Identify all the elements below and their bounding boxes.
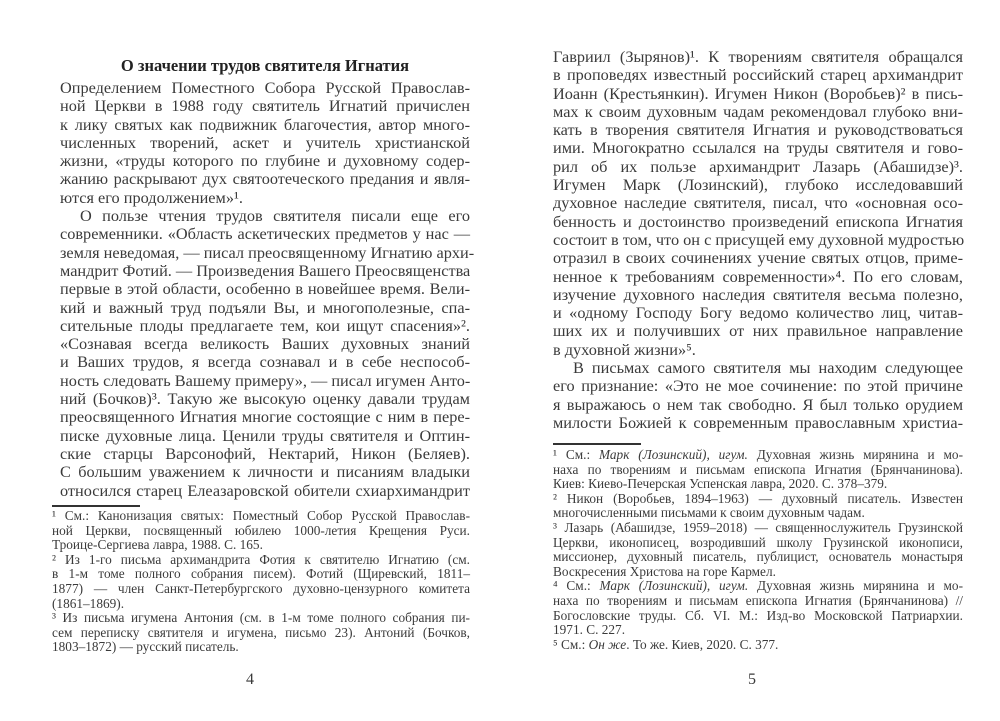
text-line: сительные плоды предлагаете тем, кои ищут спасения»².	[60, 315, 470, 335]
footnote-line: ¹ См.: Канонизация святых: Поместный Собор Русской Православ-	[52, 508, 470, 523]
text-line: ших их и получивших от них правильное направление	[553, 321, 963, 341]
text-line: ими. Многократно ссылался на труды святителя и гово-	[553, 138, 963, 158]
text-line: Гавриил (Зырянов)¹. К творениям святителя обращался	[553, 47, 963, 66]
text-line: О пользе чтения трудов святителя писали еще его	[80, 206, 470, 226]
text-line: писке духовные лица. Ценили труды святителя и Оптин-	[60, 425, 470, 445]
footnote-line: ³ Лазарь (Абашидзе, 1959–2018) — священнослужитель Грузинской	[553, 519, 963, 535]
text-line: кать в творения святителя Игнатия и руководствоваться	[553, 120, 963, 140]
page-number: 5	[748, 671, 756, 688]
text-line: Иоанн (Крестьянкин). Игумен Никон (Воробьев)² в пись-	[553, 83, 963, 103]
text-line: кий и важный труд подъяли Вы, и многополезные, спа-	[60, 297, 470, 317]
text-line: ний (Бочков)³. Такую же высокую оценку давали трудам	[60, 389, 470, 409]
text-line: его признание: «Это не мое сочинение: по этой причине	[553, 376, 963, 396]
footnote-line: ² Никон (Воробьев, 1894–1963) — духовный писатель. Известен	[553, 490, 963, 506]
text-line: в духовной жизни»⁵.	[553, 339, 696, 359]
text-line: Игумен Марк (Лозинский), глубоко исследовавший	[553, 175, 963, 195]
text-line: жанию раскрывают дух святоотеческого предания и явля-	[60, 169, 470, 189]
footnote-line: ной Церкви, посвященный юбилею 1000-летия Крещения Руси.	[52, 522, 470, 538]
footnote-line: многочисленными письмами к своим духовным чадам.	[553, 505, 865, 521]
text-line: рил об их пользе архимандрит Лазарь (Абашидзе)³.	[553, 156, 963, 176]
text-line: и «одному Господу Богу ведомо количество лиц, читав-	[553, 303, 963, 323]
text-segment: Духовная жизнь мирянина и мо-	[747, 447, 963, 462]
italic-text: Он же	[588, 636, 627, 652]
text-segment: . То же. Киев, 2020. С. 377.	[626, 636, 779, 652]
footnote-line: Троице-Сергиева лавра, 1988. С. 165.	[52, 537, 263, 553]
text-line: бенность и достоинство произведений епископа Игнатия	[553, 211, 963, 231]
footnote-line: (1861–1869).	[52, 595, 125, 611]
text-line: изучение духовного наследия святителя весьма полезно,	[553, 284, 963, 304]
footnote-line	[553, 638, 963, 653]
footnote-divider	[52, 505, 140, 507]
body-text	[553, 48, 963, 432]
footnote-line: наха по творениям и письмам епископа Игнатия (Брянчанинова).	[553, 461, 963, 477]
page-number: 4	[246, 671, 254, 688]
italic-text: Марк (Лозинский), игум.	[599, 578, 749, 594]
footnote-line: сем переписку святителя и игумена, письмо 23). Антоний (Бочков,	[52, 624, 470, 640]
text-segment: ⁴ См.:	[553, 578, 600, 594]
footnote-line: наха по творениям и письмам епископа Игнатия (Брянчанинова) //	[553, 592, 963, 608]
footnote-line: Воскресения Христова на горе Кармел.	[553, 563, 776, 579]
footnote-line: 1877) — член Санкт-Петербургского духовно-цензурного комитета	[52, 580, 470, 596]
chapter-title: О значении трудов святителя Игнатия	[120, 56, 410, 75]
footnote-line: Церкви, иконописец, возродивший школу Грузинской иконописи,	[553, 534, 963, 550]
footnote-line: Богословские труды. Сб. VI. М.: Изд-во Московской Патриархии.	[553, 607, 963, 623]
text-line: я выражаюсь о нем так свободно. Я был только орудием	[553, 394, 963, 414]
footnote-line: миссионер, духовный писатель, публицист, основатель монастыря	[553, 549, 963, 565]
text-line: В письмах самого святителя мы находим следующее	[573, 358, 963, 378]
text-line: отразил в своих сочинениях учение святых отцов, приме-	[553, 248, 963, 268]
text-segment: Духовная жизнь мирянина и мо-	[748, 578, 964, 594]
text-line: С большим уважением к личности и писаниям владыки	[60, 462, 470, 482]
text-line: к лику святых как подвижник благочестия, автор много-	[60, 114, 470, 134]
text-line: земля неведомая, — писал преосвященному Игнатию архи-	[60, 242, 475, 262]
body-text	[60, 78, 475, 500]
text-line: современники. «Область аскетических предметов у нас —	[60, 224, 470, 244]
text-line: ненное к требованиям современности»⁴. По его словам,	[553, 266, 963, 286]
footnote-line: Киев: Киево-Печерская Успенская лавра, 2020. С. 378–379.	[553, 476, 888, 492]
footnote-line: ³ Из письма игумена Антония (см. в 1-м томе полного собрания пи-	[52, 610, 470, 626]
text-line: ность следовать Вашему примеру», — писал игумен Анто-	[60, 370, 471, 390]
text-line: относился старец Елеазаровской обители схиархимандрит	[60, 480, 470, 500]
footnote-line: 1803–1872) — русский писатель.	[52, 639, 239, 655]
text-line: и Ваших трудов, я всегда сознавал и в себе неспособ-	[60, 352, 470, 372]
text-line: Определением Поместного Собора Русской Православ-	[60, 78, 470, 97]
text-line: состоит в том, что он с присущей ему духовной мудростью	[553, 229, 965, 249]
footnote-line	[553, 579, 963, 594]
text-line: мандрит Фотий. — Произведения Вашего Преосвященства	[60, 260, 471, 280]
footnotes	[52, 509, 470, 655]
text-line: мах к своим духовным чадам рекомендовал глубоко вни-	[553, 101, 963, 121]
footnote-line: 1971. С. 227.	[553, 622, 626, 638]
right-page	[500, 0, 1000, 721]
text-segment: ⁵ См.:	[553, 636, 589, 652]
footnote-line	[553, 448, 963, 463]
text-line: в проповедях известный российский старец архимандрит	[553, 65, 963, 85]
footnote-line: в 1-м томе полного собрания писем). Фотий (Щиревский, 1811–	[52, 566, 470, 582]
text-line: ются его продолжением»¹.	[60, 187, 243, 207]
text-segment: ¹ См.:	[553, 447, 600, 462]
footnote-line: ² Из 1-го письма архимандрита Фотия к святителю Игнатию (см.	[52, 551, 470, 567]
text-line: милости Божией к современным православным христиа-	[553, 412, 963, 432]
text-line: численных творений, аскет и учитель христианской	[60, 132, 470, 152]
text-line: духовное наследие святителя, писал, что «основная осо-	[553, 193, 963, 213]
footnotes	[553, 448, 963, 652]
text-line: «Сознавая всегда великость Ваших духовных знаний	[60, 334, 470, 354]
footnote-divider	[553, 443, 641, 445]
text-line: жизни, «труды которого по глубине и духовному содер-	[60, 151, 470, 171]
text-line: ские старцы Варсонофий, Нектарий, Никон (Беляев).	[60, 443, 470, 463]
text-line: первые в этой области, особенно в новейшее время. Вели-	[60, 279, 470, 299]
text-line: ной Церкви в 1988 году святитель Игнатий причислен	[60, 96, 470, 116]
text-line: преосвященного Игнатия многие состоящие с ним в пере-	[60, 407, 470, 427]
italic-text: Марк (Лозинский), игум.	[599, 447, 748, 462]
